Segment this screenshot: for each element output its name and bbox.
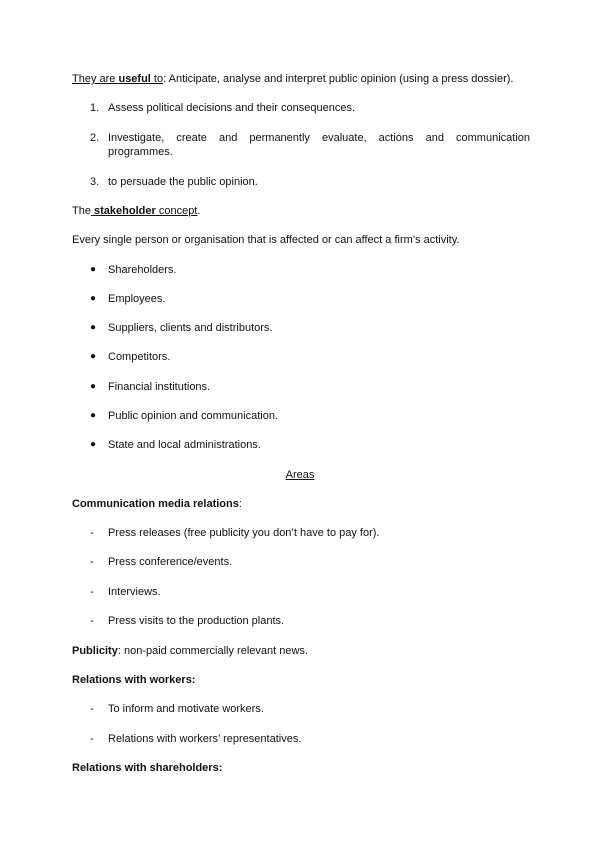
bullet-text: Employees.: [108, 293, 166, 305]
stakeholder-concept: concept: [155, 205, 198, 217]
media-heading-text: Communication media relations: [72, 498, 239, 510]
bullet-icon: ●: [90, 439, 97, 450]
dash-marker: -: [90, 586, 94, 598]
numbered-marker: 2.: [90, 132, 100, 144]
numbered-text: Assess political decisions and their consequences.: [108, 102, 356, 114]
bullet-text: Shareholders.: [108, 264, 177, 276]
stakeholder-definition: Every single person or organisation that is affected or can affect a firm’s activity.: [72, 234, 460, 246]
numbered-marker: 3.: [90, 176, 100, 188]
bullet-icon: ●: [90, 293, 97, 304]
bullet-text: Competitors.: [108, 351, 171, 363]
publicity-line: [72, 644, 308, 658]
publicity-definition: : non-paid commercially relevant news.: [117, 645, 308, 657]
bullet-text: Suppliers, clients and distributors.: [108, 322, 273, 334]
shareholders-heading: Relations with shareholders:: [72, 762, 223, 774]
dash-marker: -: [90, 703, 94, 715]
dash-marker: -: [90, 615, 94, 627]
numbered-marker: 1.: [90, 102, 100, 114]
areas-title: Areas: [285, 469, 315, 481]
intro-prefix: [72, 73, 163, 85]
bullet-text: State and local administrations.: [108, 439, 261, 451]
intro-prefix-part1: They are: [72, 73, 119, 85]
publicity-term: Publicity: [72, 645, 118, 657]
media-heading: [72, 497, 242, 511]
bullet-icon: ●: [90, 381, 97, 392]
dash-text: Press releases (free publicity you don’t have to pay for).: [108, 527, 380, 539]
numbered-text: Investigate, create and permanently evaluate, actions and communication programmes.: [108, 132, 530, 158]
stakeholder-heading: [72, 204, 200, 218]
workers-heading: Relations with workers:: [72, 674, 196, 686]
dash-text: To inform and motivate workers.: [108, 703, 264, 715]
bullet-text: Financial institutions.: [108, 381, 211, 393]
intro-rest: : Anticipate, analyse and interpret public opinion (using a press dossier).: [163, 73, 514, 85]
dash-text: Press visits to the production plants.: [108, 615, 285, 627]
dash-text: Interviews.: [108, 586, 161, 598]
stakeholder-period: .: [197, 205, 201, 217]
dash-marker: -: [90, 527, 94, 539]
bullet-icon: ●: [90, 410, 97, 421]
dash-marker: -: [90, 556, 94, 568]
media-heading-colon: :: [238, 498, 242, 510]
intro-useful: useful: [118, 73, 151, 85]
dash-marker: -: [90, 733, 94, 745]
bullet-icon: ●: [90, 264, 97, 275]
bullet-icon: ●: [90, 322, 97, 333]
numbered-text: to persuade the public opinion.: [108, 176, 258, 188]
stakeholder-word: stakeholder: [90, 205, 156, 217]
intro-prefix-part2: to: [150, 73, 164, 85]
bullet-text: Public opinion and communication.: [108, 410, 278, 422]
stakeholder-the: The: [72, 205, 91, 217]
dash-text: Press conference/events.: [108, 556, 233, 568]
dash-text: Relations with workers’ representatives.: [108, 733, 302, 745]
bullet-icon: ●: [90, 351, 97, 362]
intro-line: [72, 72, 513, 86]
